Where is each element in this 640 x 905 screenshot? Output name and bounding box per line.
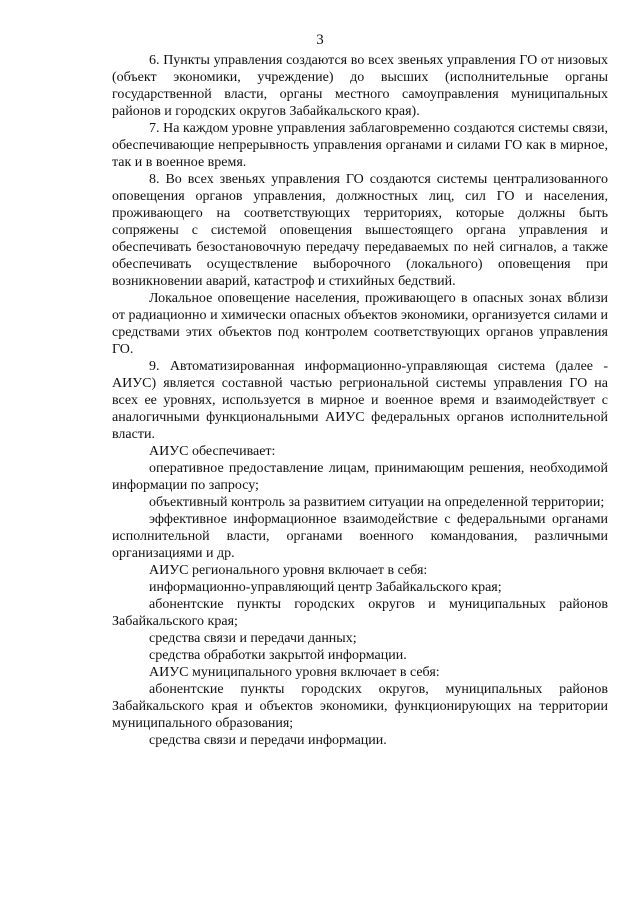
paragraph-local-warning: Локальное оповещение населения, проживающего в опасных зонах вблизи от радиационно и химически опасных объектов экономики, организуется силами и средствами этих объектов под контролем соответствующих органов управления ГО. bbox=[112, 291, 608, 357]
aius-municipal-heading: АИУС муниципального уровня включает в себя: bbox=[149, 665, 440, 680]
aius-municipal-item-2: средства связи и передачи информации. bbox=[149, 733, 387, 748]
aius-regional-item-2: абонентские пункты городских округов и муниципальных районов Забайкальского края; bbox=[112, 597, 608, 629]
paragraph-8-warning-systems: 8. Во всех звеньях управления ГО создаются системы централизованного оповещения органов управления, должностных лиц, сил ГО и населения, проживающего на соответствующих территориях, которые должны быть сопряжены с системой оповещения вышестоящего органа управления и обеспечивать безостановочную передачу передаваемых по ней сигналов, а также обеспечивать осуществление выборочного (локального) оповещения при возникновении аварий, катастроф и стихийных бедствий. bbox=[112, 172, 608, 289]
aius-provides-item-2: объективный контроль за развитием ситуации на определенной территории; bbox=[149, 495, 605, 510]
aius-provides-item-1: оперативное предоставление лицам, принимающим решения, необходимой информации по запросу; bbox=[112, 461, 608, 493]
aius-provides-item-3: эффективное информационное взаимодействие с федеральными органами исполнительной власти, органами военного командования, различными организациями и др. bbox=[112, 512, 608, 561]
aius-regional-heading: АИУС регионального уровня включает в себя: bbox=[149, 563, 428, 578]
paragraph-9-aius: 9. Автоматизированная информационно-управляющая система (далее - АИУС) является составной частью регриональной системы управления ГО на всех ее уровнях, используется в мирное и военное время и взаимодействует с аналогичными функциональными АИУС федеральных органов исполнительной власти. bbox=[112, 359, 608, 442]
aius-regional-item-3: средства связи и передачи данных; bbox=[149, 631, 357, 646]
aius-regional-item-1: информационно-управляющий центр Забайкальского края; bbox=[149, 580, 502, 595]
document-body bbox=[112, 52, 608, 749]
paragraph-6-command-posts: 6. Пункты управления создаются во всех звеньях управления ГО от низовых (объект экономики, учреждение) до высших (исполнительные органы государственной власти, органы местного самоуправления муниципальных районов и городских округов Забайкальского края). bbox=[112, 53, 608, 119]
aius-municipal-item-1: абонентские пункты городских округов, муниципальных районов Забайкальского края и объектов экономики, функционирующих на территории муниципального образования; bbox=[112, 682, 608, 731]
paragraph-7-communication-systems: 7. На каждом уровне управления заблаговременно создаются системы связи, обеспечивающие непрерывность управления органами и силами ГО как в мирное, так и в военное время. bbox=[112, 121, 608, 170]
aius-provides-heading: АИУС обеспечивает: bbox=[149, 444, 276, 459]
page-number: 3 bbox=[316, 32, 324, 48]
aius-regional-item-4: средства обработки закрытой информации. bbox=[149, 648, 407, 663]
